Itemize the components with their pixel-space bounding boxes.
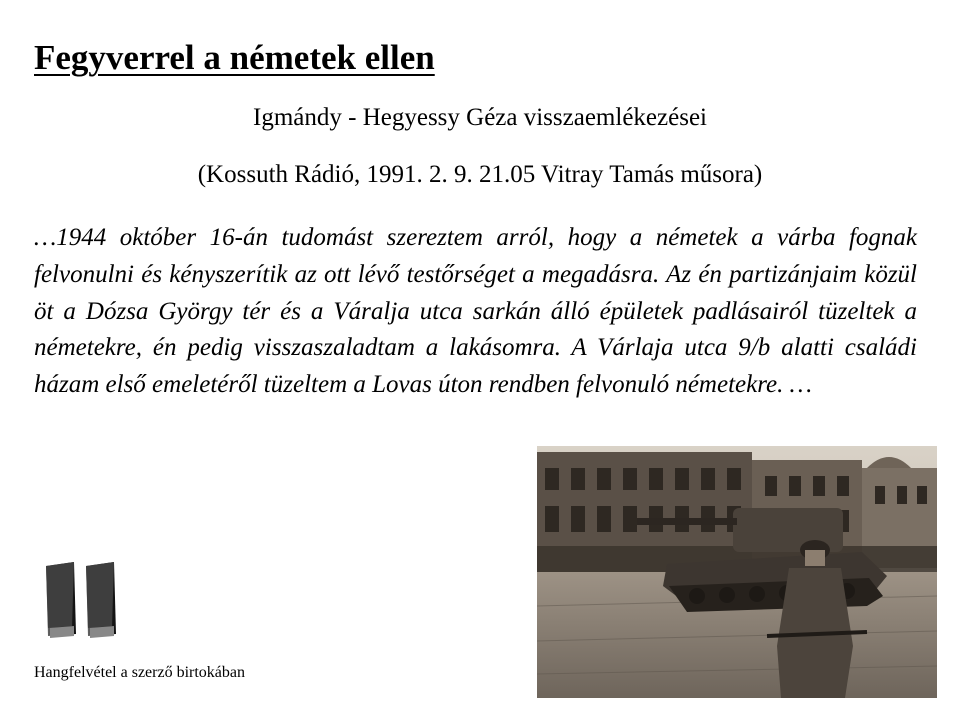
subtitle-source: (Kossuth Rádió, 1991. 2. 9. 21.05 Vitray Tamás műsora) (197, 161, 763, 188)
speakers-icon (44, 560, 120, 640)
audio-caption: Hangfelvétel a szerző birtokában (34, 664, 246, 681)
quote-text: …1944 október 16-án tudomást szereztem arról, hogy a németek a várba fognak felvonulni és kényszerítik az ott lévő testőrséget a megadásra. Az én partizánjaim közül öt a Dózsa György tér és a Váralja utca sarkán álló épületek padlásairól tüzeltek a németekre, én pedig visszaszaladtam a lakásomra. A Várlaja utca 9/b alatti családi házam első emeletéről tüzeltem a Lovas úton rendben felvonuló németekre. … (34, 224, 917, 399)
slide-title: Fegyverrel a németek ellen (34, 38, 435, 77)
historical-photo (537, 446, 937, 698)
subtitle-author: Igmándy - Hegyessy Géza visszaemlékezései (253, 104, 707, 131)
